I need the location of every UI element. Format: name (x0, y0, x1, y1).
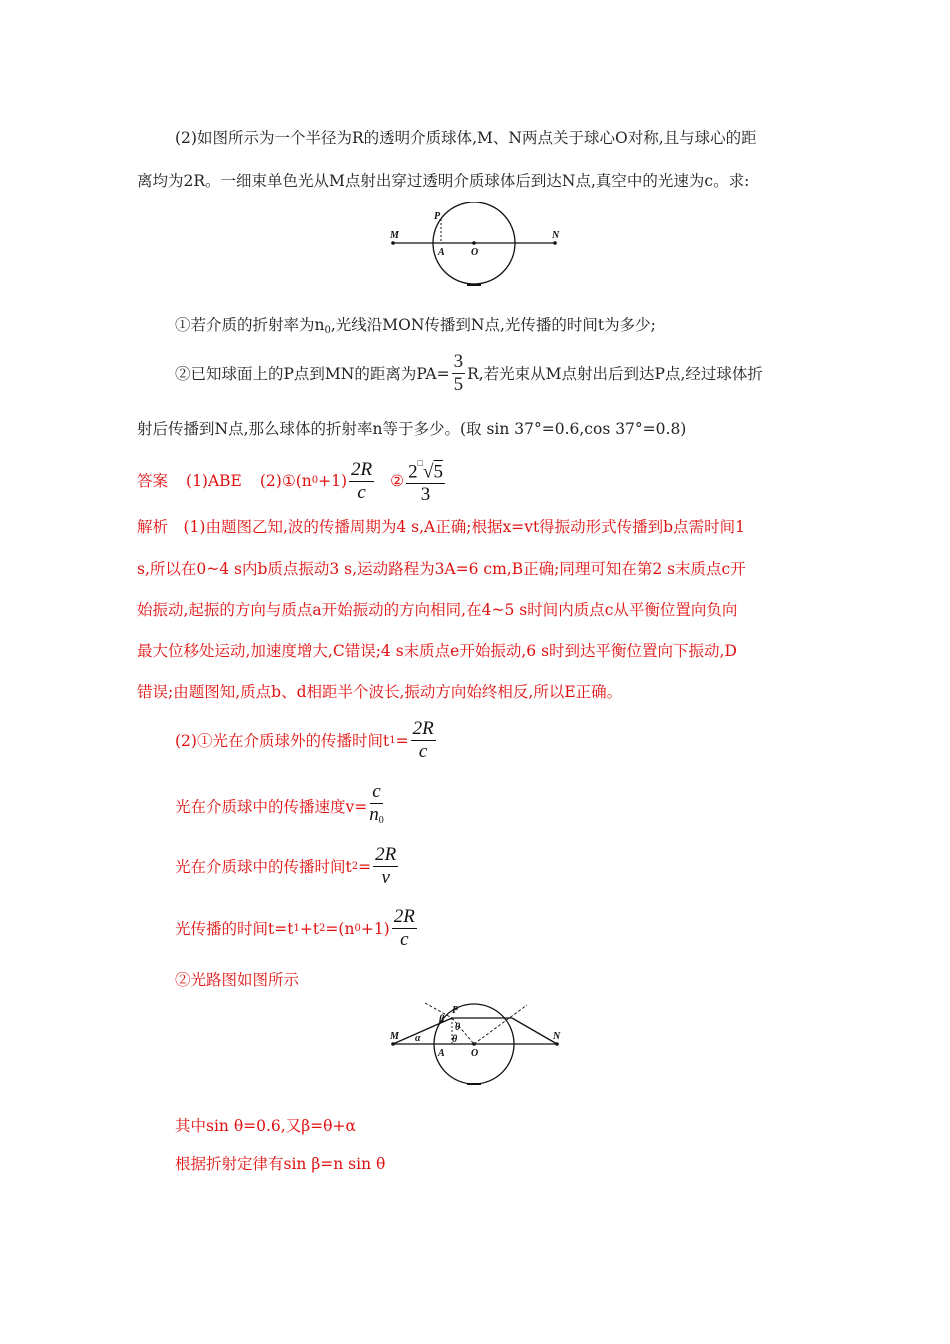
analysis-step-4: 光传播的时间t=t 1 +t 2 =(n 0 +1) $\frac{2R}{c}$ (175, 906, 415, 950)
fraction-3-5: $\frac{3}{5}$ (453, 351, 464, 395)
answer-line: 答案 (1)ABE (2)①(n 0 +1) $\frac{2R}{c}$ ② $\frac{2^□√5}{3}$ (137, 458, 443, 506)
analysis-step-1: (2)①光在介质球外的传播时间t 1 = $\frac{2R}{c}$ (175, 718, 434, 762)
analysis-line-5: 错误;由题图知,质点b、d相距半个波长,振动方向始终相反,所以E正确。 (137, 683, 623, 701)
label-beta: β (439, 1014, 445, 1025)
analysis-step-7: 根据折射定律有sin β=n sin θ (175, 1155, 386, 1173)
figure-sphere-diagram (385, 202, 565, 292)
figure-light-path-diagram (385, 997, 570, 1089)
label-M: M (390, 230, 399, 241)
label-theta-2: θ (452, 1034, 458, 1045)
answer-label: 答案 (137, 472, 169, 491)
label-alpha: α (415, 1033, 421, 1044)
label-N: N (552, 230, 560, 241)
analysis-line-1: 解析 (1)由题图乙知,波的传播周期为4 s,A正确;根据x=vt得振动形式传播到b点需时间1 (137, 518, 745, 536)
label-O: O (471, 1048, 479, 1059)
question-line-2: 离均为2R。一细束单色光从M点射出穿过透明介质球体后到达N点,真空中的光速为c。求: (137, 172, 750, 190)
label-N: N (553, 1031, 561, 1042)
analysis-step-6: 其中sin θ=0.6,又β=θ+α (175, 1117, 356, 1135)
question-part-2-line2: 射后传播到N点,那么球体的折射率n等于多少。(取 sin 37°=0.6,cos 37°=0.8) (137, 420, 687, 438)
label-O: O (471, 247, 479, 258)
analysis-step-5: ②光路图如图所示 (175, 971, 300, 989)
analysis-line-3: 始振动,起振的方向与质点a开始振动的方向相同,在4~5 s时间内质点c从平衡位置向负向 (137, 601, 738, 619)
label-theta-1: θ (455, 1022, 461, 1033)
label-M: M (390, 1031, 399, 1042)
label-P: P (434, 211, 441, 222)
label-A: A (438, 247, 445, 258)
analysis-line-4: 最大位移处运动,加速度增大,C错误;4 s末质点e开始振动,6 s时到达平衡位置向下振动,D (137, 642, 737, 660)
analysis-step-3: 光在介质球中的传播时间t 2 = $\frac{2R}{v}$ (175, 844, 397, 888)
analysis-line-2: s,所以在0~4 s内b质点振动3 s,运动路程为3A=6 cm,B正确;同理可知在第2 s末质点c开 (137, 560, 746, 578)
answer-fraction-2: $\frac{2^□√5}{3}$ (408, 458, 443, 506)
label-A: A (438, 1048, 445, 1059)
label-P: P (452, 1005, 459, 1016)
analysis-step-2: 光在介质球中的传播速度v= $\frac{c}{n_0}$ (175, 781, 384, 826)
question-part-1: ①若介质的折射率为$n_0$,光线沿MON传播到N点,光传播的时间t为多少; (175, 316, 656, 336)
answer-fraction-1: $\frac{2R}{c}$ (351, 458, 373, 503)
question-part-2: ②已知球面上的P点到MN的距离为PA= $\frac{3}{5}$ R,若光束从M点射出后到达P点,经过球体折 (175, 351, 763, 395)
question-line-1: (2)如图所示为一个半径为R的透明介质球体,M、N两点关于球心O对称,且与球心的距 (175, 129, 757, 147)
